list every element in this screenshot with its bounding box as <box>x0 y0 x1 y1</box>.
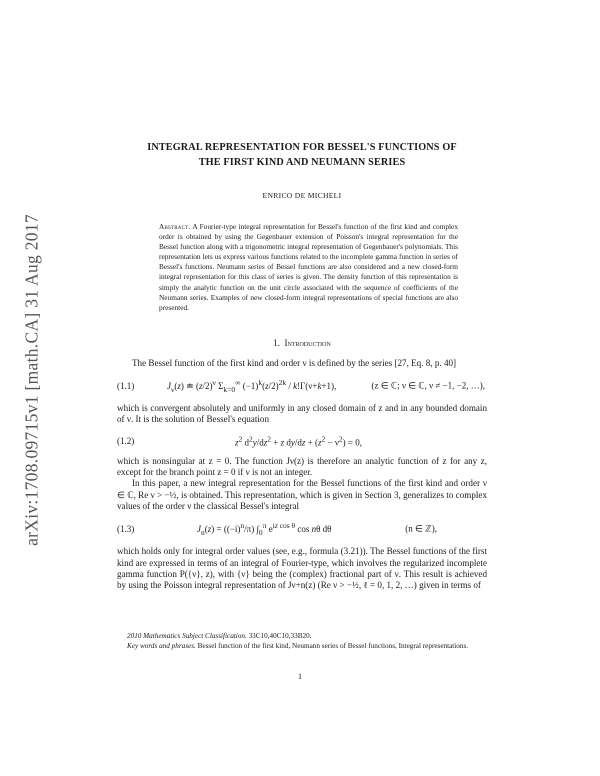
paper-title <box>117 140 487 170</box>
section-heading <box>117 338 487 348</box>
equation-1-3 <box>117 514 487 544</box>
paragraph-1: The Bessel function of the first kind and order ν is defined by the series [27, Eq. 8, p. 40] <box>132 357 457 368</box>
paragraph-2: which is convergent absolutely and uniformly in any closed domain of z and in any bounded domain of ν. It is the solution of Bessel's equation <box>117 403 487 425</box>
abstract-text: A Fourier-type integral representation for Bessel's function of the first kind and complex order is obtained by using the Gegenbauer extension of Poisson's integral representation for the Bessel function along with a trigonometric integral representation of Gegenbauer's polynomials. This representation lets us express various functions related to the incomplete gamma function in series of Bessel's functions. Neumann series of Bessel functions are also considered and a new closed-form integral representation for this class of series is given. The density function of this representation is simply the analytic function on the unit circle associated with the sequence of coefficients of the Neumann series. Examples of new closed-form integral representations of special functions are also presented. <box>159 222 458 312</box>
arxiv-stamp <box>22 160 42 600</box>
section-title: Introduction <box>284 337 331 348</box>
arxiv-stamp-text: arXiv:1708.09715v1 [math.CA] 31 Aug 2017 <box>21 214 42 546</box>
section-number: 1. <box>273 337 280 348</box>
footnotes <box>117 631 487 651</box>
author: ENRICO DE MICHELI <box>262 191 342 200</box>
paragraph-4: In this paper, a new integral representation for the Bessel functions of the first kind and order ν ∈ ℂ, Re ν > −½, is obtained. This representation, which is given in Section 3, generalizes to complex values of the order ν the classical Bessel's integral <box>117 478 487 511</box>
equation-1-2-number: (1.2) <box>117 435 135 446</box>
page-content <box>117 140 487 591</box>
abstract <box>159 222 458 313</box>
page-number: 1 <box>298 672 302 681</box>
keywords-label: Key words and phrases. <box>127 642 196 650</box>
msc-value: 33C10,40C10,33B20. <box>248 632 312 640</box>
equation-1-3-condition: (n ∈ ℤ), <box>405 523 437 534</box>
keywords-value: Bessel function of the first kind, Neumann series of Bessel functions, Integral representations. <box>197 642 469 650</box>
msc-label: 2010 Mathematics Subject Classification. <box>127 632 247 640</box>
equation-1-1-formula: $J_\nu(z)$ ≐ $(z/2)^\nu$ $\Sigma_{k=0}^\infty$ $(-1)^k(z/2)^{2k} / k!\Gamma(\nu+k+1)$, <box>167 378 337 395</box>
paragraph-5: which holds only for integral order values (see, e.g., formula (3.21)). The Bessel functions of the first kind are expressed in terms of an integral of Fourier-type, which involves the regularized incomplete gamma function P({ν}, z), with {ν} being the (complex) fractional part of ν. This result is achieved by using the Poisson integral representation of Jν+n(z) (Re ν > −½, ℓ = 0, 1, 2, …) given in terms of <box>117 546 487 591</box>
equation-1-2 <box>117 428 487 454</box>
paragraph-3: which is nonsingular at z = 0. The function Jν(z) is therefore an analytic function of z for any z, except for the branch point z = 0 if ν is not an integer. <box>117 455 487 478</box>
equation-1-2-formula: $z^2$ $d^2y/dz^2 + z$ $dy/dz + (z^2 - \nu^2) = 0$, <box>235 434 362 448</box>
equation-1-1-number: (1.1) <box>117 381 135 392</box>
abstract-label: Abstract. <box>159 222 191 231</box>
equation-1-3-formula: $J_n(z) = ((-i)^n/\pi)$ $\int_0^\pi$ $e^{iz cos \theta}$ cos nθ dθ <box>197 521 332 538</box>
equation-1-1-condition: (z ∈ ℂ; ν ∈ ℂ, ν ≠ −1, −2, …), <box>371 380 485 391</box>
equation-1-3-number: (1.3) <box>117 524 135 535</box>
msc-footnote <box>117 631 487 641</box>
title-line-1: INTEGRAL REPRESENTATION FOR BESSEL'S FUNCTIONS OF <box>147 142 457 153</box>
keywords-footnote <box>117 641 487 651</box>
equation-1-1 <box>117 371 487 401</box>
title-line-2: THE FIRST KIND AND NEUMANN SERIES <box>198 157 406 168</box>
